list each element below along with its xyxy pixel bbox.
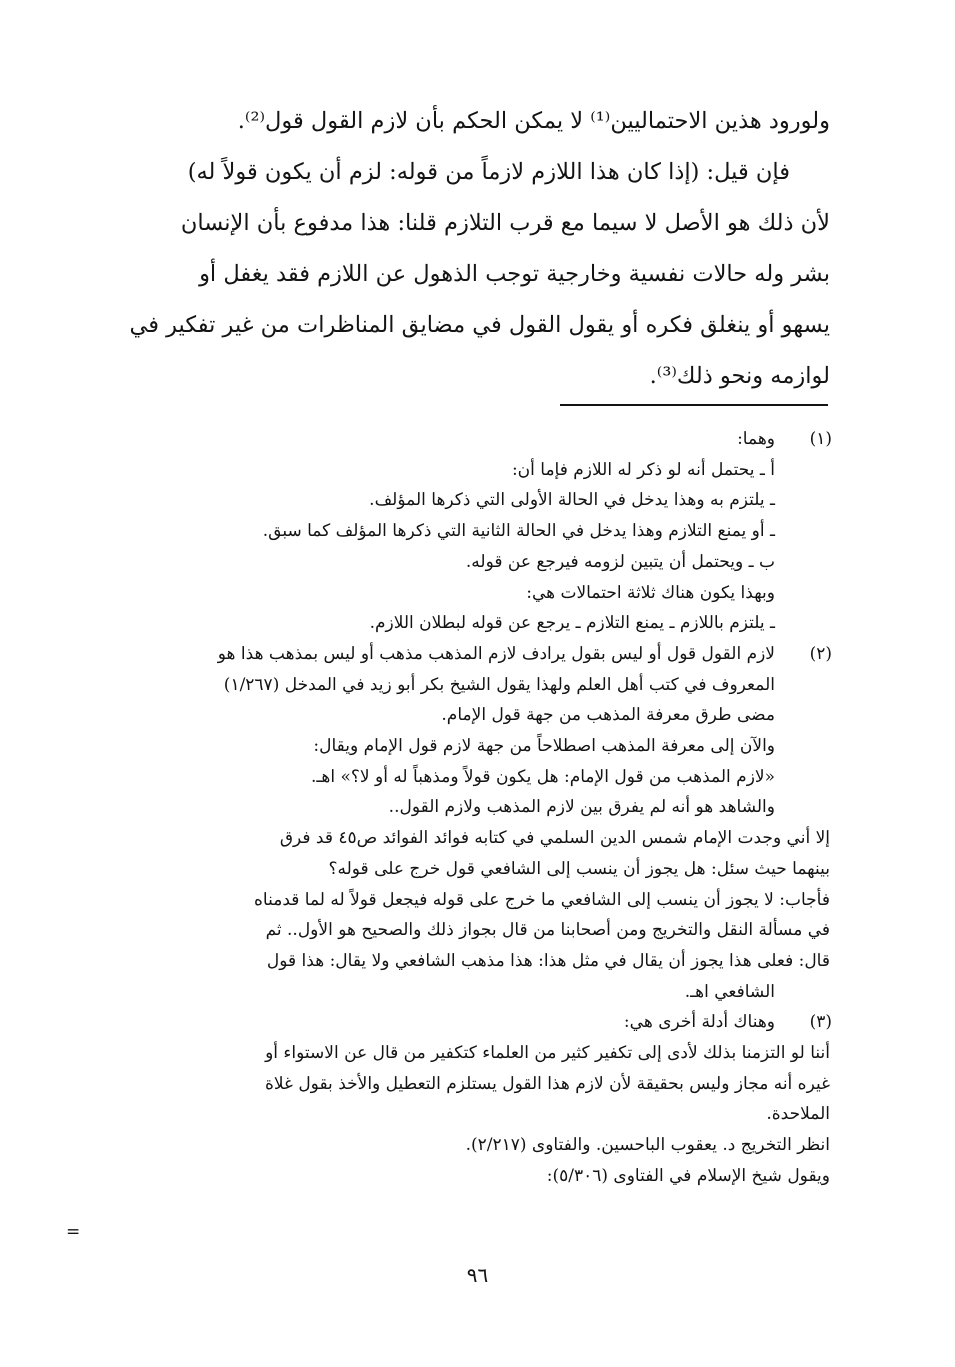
paragraph-line: لوازمه ونحو ذلك⁽³⁾. — [649, 363, 830, 389]
footnote-line: ب ـ ويحتمل أن يتبين لزومه فيرجع عن قوله. — [465, 551, 775, 572]
footnote-line: «لازم المذهب من قول الإمام: هل يكون قولاً ومذهباً له أو لا؟» اهـ. — [310, 766, 775, 787]
footnote-number: (٢) — [809, 643, 832, 664]
footnote — [80, 639, 830, 1007]
footnote-line: وهناك أدلة أخرى هي: — [623, 1012, 775, 1033]
footnote-line: ـ يلتزم باللازم ـ يمنع التلازم ـ يرجع عن قوله لبطلان اللازم. — [369, 613, 775, 634]
footnote-line: أ ـ يحتمل أنه لو ذكر له اللازم فإما أن: — [511, 459, 775, 480]
paragraph-line: فإن قيل: (إذا كان هذا اللازم لازماً من قوله: لزم أن يكون قولاً له) — [187, 159, 790, 185]
footnote-number: (٣) — [809, 1012, 832, 1033]
footnote-line: مضى طرق معرفة المذهب من جهة قول الإمام. — [441, 705, 775, 726]
footnote-line: ـ يلتزم به وهذا يدخل في الحالة الأولى التي ذكرها المؤلف. — [369, 490, 775, 511]
footnote-line: لازم القول قول أو ليس بقول يرادف لازم المذهب مذهب أو ليس بمذهب هذا هو — [217, 643, 775, 664]
footnote-line: أننا لو التزمنا بذلك لأدى إلى تكفير كثير من العلماء كتكفير من قال عن الاستواء أو — [265, 1043, 830, 1064]
footnote-line: غيره أنه مجاز وليس بحقيقة لأن لازم هذا القول يستلزم التعطيل والأخذ بقول غلاة — [264, 1073, 830, 1094]
footnote-line: انظر التخريج د. يعقوب الباحسين. والفتاوى (٢/٢١٧). — [465, 1135, 830, 1156]
footnote-line: والآن إلى معرفة المذهب اصطلاحاً من جهة لازم قول الإمام ويقال: — [313, 736, 775, 757]
footnote-line: المعروف في كتب أهل العلم ولهذا يقول الشيخ بكر أبو زيد في المدخل (١/٢٦٧) — [223, 674, 775, 695]
footnote-line: وبهذا يكون هناك ثلاثة احتمالات هي: — [526, 582, 775, 603]
footnote-line: فأجاب: لا يجوز أن ينسب إلى الشافعي ما خرج على قوله فيجعل قولاً له لما قدمناه — [254, 889, 830, 910]
footnote-line: قال: فعلى هذا يجوز أن يقال في مثل هذا: هذا مذهب الشافعي ولا يقال: هذا قول — [266, 950, 830, 971]
footnote-line: بينهما حيث سئل: هل يجوز أن ينسب إلى الشافعي قول خرج على قوله؟ — [328, 858, 830, 879]
paragraph-line: يسهو أو ينغلق فكره أو يقول القول في مضايق المناظرات من غير تفكير في — [129, 312, 830, 338]
footnote-line: ويقول شيخ الإسلام في الفتاوى (٥/٣٠٦): — [546, 1165, 830, 1186]
paragraph-line: ولورود هذين الاحتماليين⁽¹⁾ لا يمكن الحكم بأن لازم القول قول⁽²⁾. — [237, 108, 830, 134]
page-number: ٩٦ — [466, 1263, 489, 1287]
footnote-number: (١) — [809, 429, 832, 449]
main-text — [80, 96, 830, 402]
footnote-line: وهما: — [737, 429, 775, 449]
footnote — [80, 1007, 830, 1191]
footnote — [80, 424, 830, 639]
paragraph-line: لأن ذلك هو الأصل لا سيما مع قرب التلازم قلنا: هذا مدفوع بأن الإنسان — [180, 210, 830, 236]
paragraph-2 — [80, 147, 830, 402]
paragraph-line: بشر وله حالات نفسية وخارجية توجب الذهول عن اللازم فقد يغفل أو — [199, 261, 830, 287]
footnote-line: الملاحدة. — [766, 1104, 830, 1125]
footnote-line: ـ أو يمنع التلازم وهذا يدخل في الحالة الثانية التي ذكرها المؤلف كما سبق. — [262, 521, 775, 542]
footnote-line: في مسألة النقل والتخريج ومن أصحابنا من قال بجواز ذلك والصحيح هو الأول.. ثم — [265, 920, 830, 941]
footnote-line: إلا أني وجدت الإمام شمس الدين السلمي في كتابه فوائد الفوائد ص٤٥ قد فرق — [279, 828, 830, 849]
footnote-line: والشاهد هو أنه لم يفرق بين لازم المذهب ولازم القول.. — [388, 797, 775, 818]
continuation-mark: = — [66, 1222, 81, 1242]
footnote-separator — [560, 404, 828, 406]
footnotes — [80, 424, 830, 1192]
footnote-line: الشافعي اهـ. — [684, 981, 775, 1002]
paragraph-1 — [80, 96, 830, 147]
